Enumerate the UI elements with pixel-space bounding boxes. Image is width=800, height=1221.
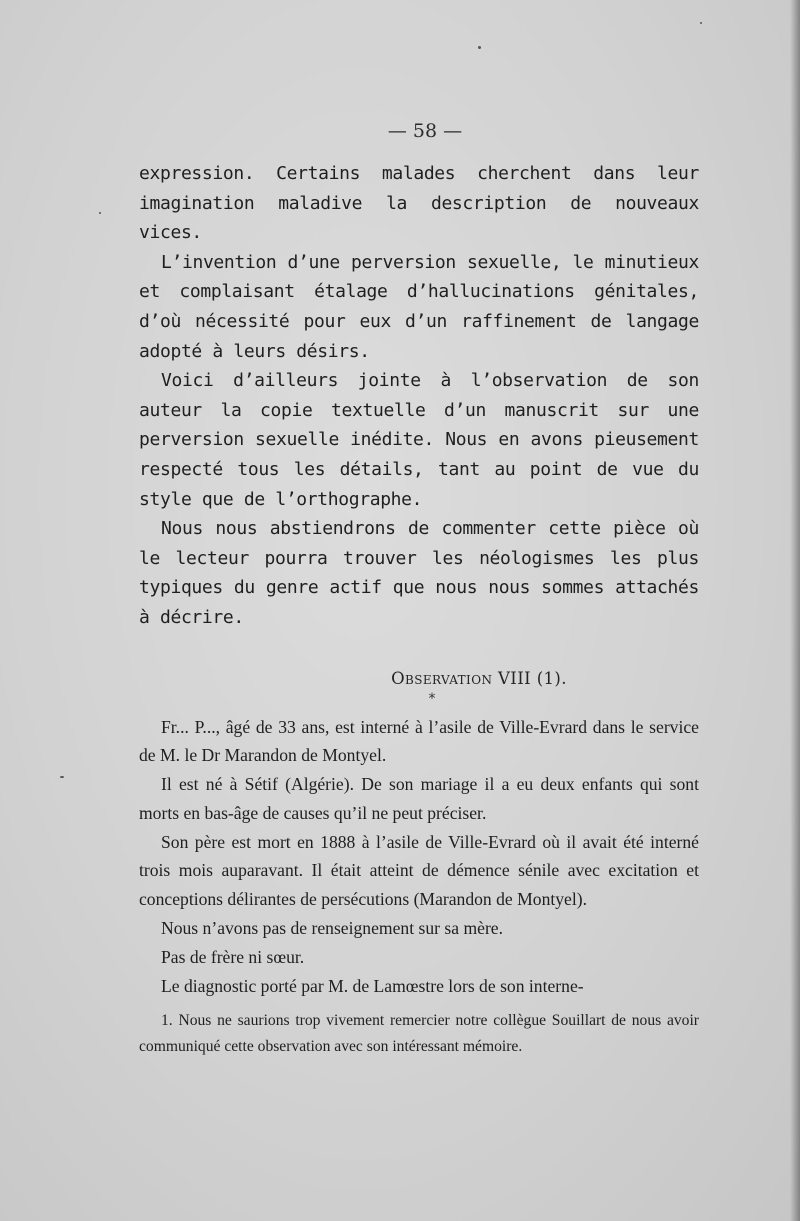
observation-text <box>139 713 699 1001</box>
paragraph: expression. Certains malades cherchent dans leur imagination maladive la description de nouveaux vices. <box>139 163 699 244</box>
observation-paragraph: Il est né à Sétif (Algérie). De son mariage il a eu deux enfants qui sont morts en bas-âge de causes qu’il ne peut préciser. <box>139 774 699 823</box>
paragraph: Nous nous abstiendrons de commenter cette pièce où le lecteur pourra trouver les néologismes les plus typiques du genre actif que nous nous sommes attachés à décrire. <box>139 518 699 628</box>
observation-paragraph: Le diagnostic porté par M. de Lamœstre lors de son interne- <box>161 975 584 996</box>
observation-paragraph: Son père est mort en 1888 à l’asile de Ville-Evrard où il avait été interné trois mois auparavant. Il était atteint de démence sénile avec excitation et conceptions délirantes de persécutions (Marandon de Montyel). <box>139 831 699 910</box>
observation-paragraph: Fr... P..., âgé de 33 ans, est interné à l’asile de Ville-Evrard dans le service de M. le Dr Marandon de Montyel. <box>139 716 699 766</box>
paper-speck <box>99 212 101 214</box>
main-text <box>139 159 699 633</box>
paper-speck <box>60 776 64 778</box>
paper-speck <box>478 46 481 49</box>
observation-paragraph: Nous n’avons pas de renseignement sur sa mère. <box>161 918 504 939</box>
page-edge-shadow <box>790 0 800 1221</box>
observation-paragraph: Pas de frère ni sœur. <box>161 946 305 967</box>
paragraph: Voici d’ailleurs jointe à l’observation de son auteur la copie textuelle d’un manuscrit sur une perversion sexuelle inédite. Nous en avons pieusement respecté tous les détails, tant au point de vue du style que de l’orthographe. <box>139 370 699 510</box>
observation-title: Observation VIII (1). <box>391 668 567 688</box>
asterisk-ornament: * <box>428 690 436 707</box>
footnote: 1. Nous ne saurions trop vivement remercier notre collègue Souillart de nous avoir communiqué cette observation avec son intéressant mémoire. <box>139 1012 699 1056</box>
page-number: — 58 — <box>387 120 463 142</box>
page-content <box>139 117 699 1060</box>
paper-speck <box>700 22 702 24</box>
paragraph: L’invention d’une perversion sexuelle, le minutieux et complaisant étalage d’hallucinations génitales, d’où nécessité pour eux d’un raffinement de langage adopté à leurs désirs. <box>139 251 699 362</box>
